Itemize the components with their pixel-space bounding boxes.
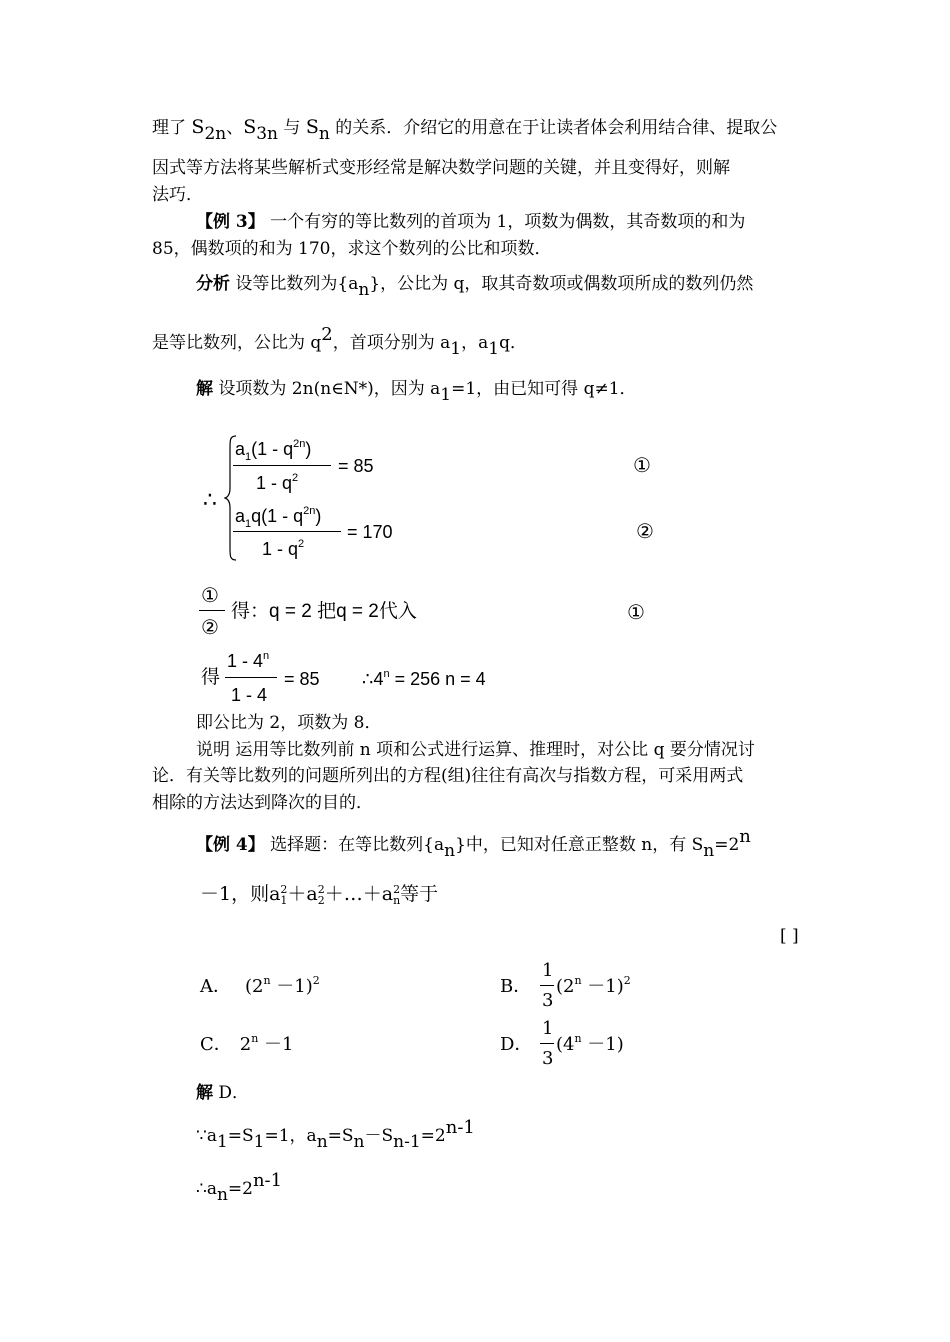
text: －1 xyxy=(258,1034,294,1055)
option-b-expr xyxy=(556,974,631,997)
text: 、 xyxy=(226,118,244,138)
option-b-fraction-bar xyxy=(540,985,554,986)
result-numerator xyxy=(227,652,269,670)
text: 1 - q xyxy=(262,539,299,559)
text: n-1 xyxy=(445,1117,475,1138)
text: 设项数为 2n(n∈N*)，因为 a xyxy=(213,379,441,399)
option-b-denominator: 3 xyxy=(542,990,554,1011)
text: n xyxy=(739,826,751,847)
text: n-1 xyxy=(393,1132,421,1152)
text: n-1 xyxy=(252,1170,283,1191)
eq2-numerator xyxy=(235,505,322,530)
solution-label: 解 xyxy=(196,379,213,399)
text: (4 xyxy=(556,1034,575,1055)
intro-line-1 xyxy=(152,116,778,144)
text: (1 - q xyxy=(251,439,294,459)
text: =2 xyxy=(714,835,740,855)
text: 2 xyxy=(312,974,320,987)
solution-label: 解 xyxy=(196,1083,213,1103)
example3-question-line2: 85，偶数项的和为 170，求这个数列的公比和项数． xyxy=(152,239,552,259)
text: n xyxy=(353,1132,365,1152)
div-fraction-bar xyxy=(199,610,225,611)
text: (2 xyxy=(245,976,264,997)
example3-solution-line1 xyxy=(196,379,637,405)
text: A． xyxy=(200,976,231,997)
div-text: 得：q = 2 把q = 2代入 xyxy=(231,601,417,622)
text: ，首项分别为 a xyxy=(332,333,451,353)
text: n xyxy=(263,650,270,662)
text: =2 xyxy=(420,1126,446,1146)
text: 选择题：在等比数列{a xyxy=(264,835,445,855)
text: S xyxy=(191,116,205,138)
option-d-fraction-bar xyxy=(540,1043,554,1044)
text: 1 xyxy=(440,385,452,405)
text: 2 xyxy=(317,894,325,907)
eq2-fraction-bar xyxy=(233,531,341,532)
text: =1，a xyxy=(264,1126,317,1146)
text: －1) xyxy=(581,1034,624,1055)
text: 2 xyxy=(321,324,333,345)
result-denominator: 1 - 4 xyxy=(231,685,268,705)
text: n xyxy=(263,974,271,987)
example3-analysis-line2 xyxy=(152,324,527,359)
text: n xyxy=(358,280,370,300)
example4-solution xyxy=(196,1085,249,1102)
text: n xyxy=(316,1132,328,1152)
eq1-numerator xyxy=(235,438,312,463)
text: ∴4 xyxy=(362,669,384,689)
example4-work-line2 xyxy=(196,1170,283,1205)
text: S xyxy=(305,116,319,138)
text: n xyxy=(703,841,715,861)
text: (2 xyxy=(556,976,575,997)
text: 设等比数列为{a xyxy=(230,274,359,294)
example3-note-line1: 说明 运用等比数列前 n 项和公式进行运算、推理时，对公比 q 要分情况讨 xyxy=(196,740,755,760)
eq1-tag: ① xyxy=(633,453,651,477)
text: n xyxy=(251,1032,259,1045)
example3-analysis-line1 xyxy=(196,274,754,300)
therefore-symbol: ∴ xyxy=(203,487,217,512)
option-b-label: B． xyxy=(500,976,532,997)
text: 2 xyxy=(393,883,401,896)
text: =2 xyxy=(227,1179,253,1199)
text: = 256 n = 4 xyxy=(389,669,486,689)
text: n xyxy=(383,668,390,680)
option-d-label: D． xyxy=(500,1034,533,1055)
answer-bracket: [ ] xyxy=(780,926,799,946)
text: n xyxy=(444,841,456,861)
text: S xyxy=(243,116,257,138)
eq1-rhs: = 85 xyxy=(338,456,374,476)
text: a xyxy=(235,506,246,526)
eq2-rhs: = 170 xyxy=(347,522,393,542)
text: C． xyxy=(200,1034,232,1055)
text: 是等比数列，公比为 q xyxy=(152,333,322,353)
text: n xyxy=(216,1185,228,1205)
text: ＋a xyxy=(287,883,318,905)
text: 2 xyxy=(298,538,305,550)
text: ∵a xyxy=(196,1126,217,1146)
result-fraction-bar xyxy=(225,677,277,678)
text: 1 xyxy=(488,339,500,359)
intro-line-3: 法巧． xyxy=(152,185,203,205)
text: =S xyxy=(227,1126,254,1146)
option-d-expr xyxy=(556,1032,624,1055)
text: D． xyxy=(213,1083,250,1103)
option-a xyxy=(200,974,320,997)
text: =1，由已知可得 q≠1． xyxy=(451,379,637,399)
text: q(1 - q xyxy=(251,506,304,526)
option-c xyxy=(200,1032,294,1055)
eq2-tag: ② xyxy=(636,519,654,543)
text: }中，已知对任意正整数 n，有 S xyxy=(455,835,704,855)
text: ，a xyxy=(461,333,489,353)
text: 2n xyxy=(303,505,316,517)
text: 1 xyxy=(280,894,288,907)
div-denominator: ② xyxy=(201,615,219,639)
text: 3n xyxy=(256,124,278,144)
text: n xyxy=(393,894,401,907)
example4-work-line1 xyxy=(196,1117,475,1152)
example3-answer: 即公比为 2，项数为 8． xyxy=(196,713,382,733)
example4-question-line1 xyxy=(196,826,751,861)
text: ∴a xyxy=(196,1179,217,1199)
text: 2 xyxy=(623,974,631,987)
text: －S xyxy=(364,1126,394,1146)
text: 2 xyxy=(239,1034,252,1055)
text: 2 xyxy=(317,883,325,896)
text: －1) xyxy=(270,976,313,997)
eq1-denominator xyxy=(256,474,298,492)
div-numerator: ① xyxy=(201,583,219,607)
text: 1 xyxy=(216,1132,228,1152)
text: 1 xyxy=(245,451,252,463)
example3-note-line2: 论．有关等比数列的问题所列出的方程(组)往往有高次与指数方程，可采用两式 xyxy=(152,766,744,786)
example3-note-line3: 相除的方法达到降次的目的． xyxy=(152,793,373,813)
example3-question-line1 xyxy=(196,214,745,231)
text: 与 xyxy=(278,118,306,138)
result-rhs: = 85 xyxy=(284,669,320,689)
text: }，公比为 q，取其奇数项或偶数项所成的数列仍然 xyxy=(369,274,754,294)
analysis-label: 分析 xyxy=(196,274,230,294)
div-tag: ① xyxy=(627,600,645,624)
text: 一个有穷的等比数列的首项为 1，项数为偶数，其奇数项的和为 xyxy=(264,212,746,232)
eq2-denominator xyxy=(262,540,304,558)
option-d-denominator: 3 xyxy=(542,1048,554,1069)
text: ) xyxy=(315,506,322,526)
text: q． xyxy=(499,333,527,353)
text: 2n xyxy=(204,124,227,144)
intro-line-2: 因式等方法将某些解析式变形经常是解决数学问题的关键，并且变得好，则解 xyxy=(152,158,730,178)
text: ＋…＋a xyxy=(324,883,394,905)
text: －1，则a xyxy=(200,883,281,905)
text: －1) xyxy=(581,976,624,997)
text: 1 xyxy=(253,1132,265,1152)
eq1-fraction-bar xyxy=(233,465,331,466)
text: 2 xyxy=(292,472,299,484)
text: n xyxy=(318,124,330,144)
option-d-numerator: 1 xyxy=(542,1018,554,1039)
text: ) xyxy=(305,439,312,459)
text: a xyxy=(235,439,246,459)
text: 1 xyxy=(245,518,252,530)
text: 2 xyxy=(280,883,288,896)
text: n xyxy=(574,1032,582,1045)
text: 等于 xyxy=(400,883,439,905)
text: 1 - 4 xyxy=(227,651,264,671)
option-b-numerator: 1 xyxy=(542,960,554,981)
text: n xyxy=(574,974,582,987)
example4-question-line2 xyxy=(200,884,438,906)
example4-label: 【例 4】 xyxy=(196,835,265,855)
result-conclusion xyxy=(362,670,486,688)
text: 2n xyxy=(293,438,306,450)
text: =S xyxy=(327,1126,354,1146)
text: 1 - q xyxy=(256,473,293,493)
example3-label: 【例 3】 xyxy=(196,212,265,232)
text: 理了 xyxy=(152,118,192,138)
text: 1 xyxy=(450,339,462,359)
result-de: 得 xyxy=(201,667,221,688)
text: 的关系．介绍它的用意在于让读者体会利用结合律、提取公 xyxy=(329,118,778,138)
